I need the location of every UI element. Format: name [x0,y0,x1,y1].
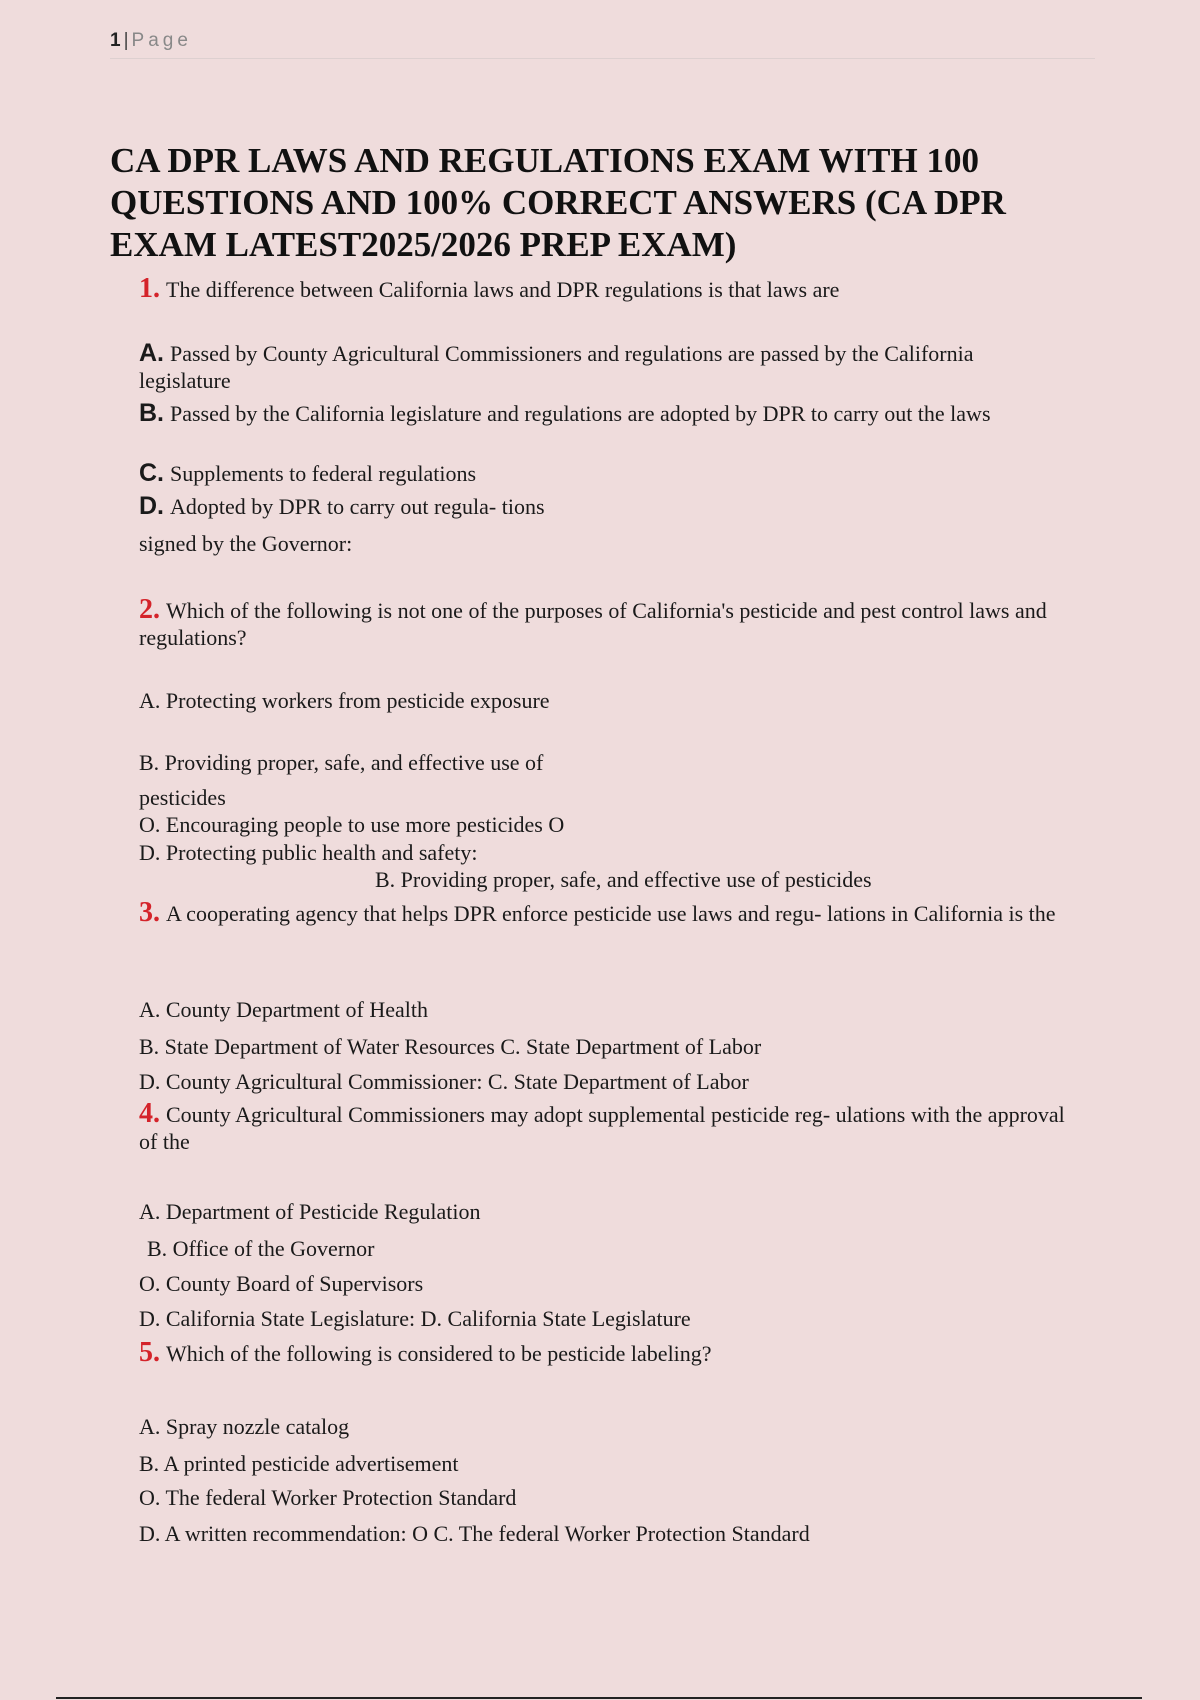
q1-option-b [139,400,1069,427]
page-separator: | [123,30,129,51]
question-1 [139,275,1069,303]
q2-line: A. Protecting workers from pesticide exposure [139,688,550,713]
q2-answer: B. Providing proper, safe, and effective use of pesticides [375,867,872,892]
option-text: Supplements to federal regulations [170,461,477,486]
question-number: 2. [139,594,160,625]
option-text: Passed by County Agricultural Commissioners and regulations are passed by the California legislature [139,341,974,393]
question-text: Which of the following is not one of the purposes of California's pesticide and pest control laws and regulations? [139,598,1047,650]
question-text: The difference between California laws and DPR regulations is that laws are [166,277,840,302]
option-letter: D. [139,492,164,520]
q4-line: A. Department of Pesticide Regulation [139,1199,481,1224]
option-letter: A. [139,339,164,367]
footer-rule [56,1697,1142,1699]
q4-line: O. County Board of Supervisors [139,1271,424,1296]
q1-option-a [139,340,1069,394]
option-letter: C. [139,459,164,487]
question-number: 5. [139,1337,160,1368]
q2-line: O. Encouraging people to use more pesticides O [139,812,565,837]
question-3 [139,899,1069,927]
q5-line: B. A printed pesticide advertisement [139,1451,459,1476]
question-text: Which of the following is considered to be pesticide labeling? [166,1341,712,1366]
q1-option-d [139,493,1069,520]
question-2 [139,596,1069,651]
question-text: County Agricultural Commissioners may adopt supplemental pesticide reg- ulations with the approval of the [139,1102,1065,1154]
page-label: Page [131,30,192,51]
option-letter: B. [139,399,164,427]
question-number: 1. [139,273,160,304]
q2-line: D. Protecting public health and safety: [139,840,478,865]
q3-line: A. County Department of Health [139,997,428,1022]
q4-line: B. Office of the Governor [147,1236,375,1261]
q3-line: D. County Agricultural Commissioner: C. State Department of Labor [139,1069,749,1094]
q1-option-c [139,460,1069,487]
q2-line: pesticides [139,785,226,810]
question-5 [139,1339,1069,1367]
q1-trailing-text: signed by the Governor: [139,531,353,556]
q5-line: A. Spray nozzle catalog [139,1414,350,1439]
q2-line: B. Providing proper, safe, and effective use of [139,750,544,775]
document-title: CA DPR LAWS AND REGULATIONS EXAM WITH 100 QUESTIONS AND 100% CORRECT ANSWERS (CA DPR EXAM LATEST2025/2026 PREP EXAM) [110,141,1006,264]
q5-line: D. A written recommendation: O C. The federal Worker Protection Standard [139,1521,810,1546]
page-header [110,30,1095,59]
question-text: A cooperating agency that helps DPR enforce pesticide use laws and regu- lations in California is the [166,901,1056,926]
question-number: 3. [139,897,160,928]
page-number: 1 [110,30,121,51]
q5-line: O. The federal Worker Protection Standard [139,1485,517,1510]
question-4 [139,1100,1069,1155]
q3-line: B. State Department of Water Resources C. State Department of Labor [139,1034,762,1059]
option-text: Passed by the California legislature and regulations are adopted by DPR to carry out the laws [170,401,991,426]
question-number: 4. [139,1098,160,1129]
q4-line: D. California State Legislature: D. California State Legislature [139,1306,691,1331]
option-text: Adopted by DPR to carry out regula- tions [170,494,545,519]
